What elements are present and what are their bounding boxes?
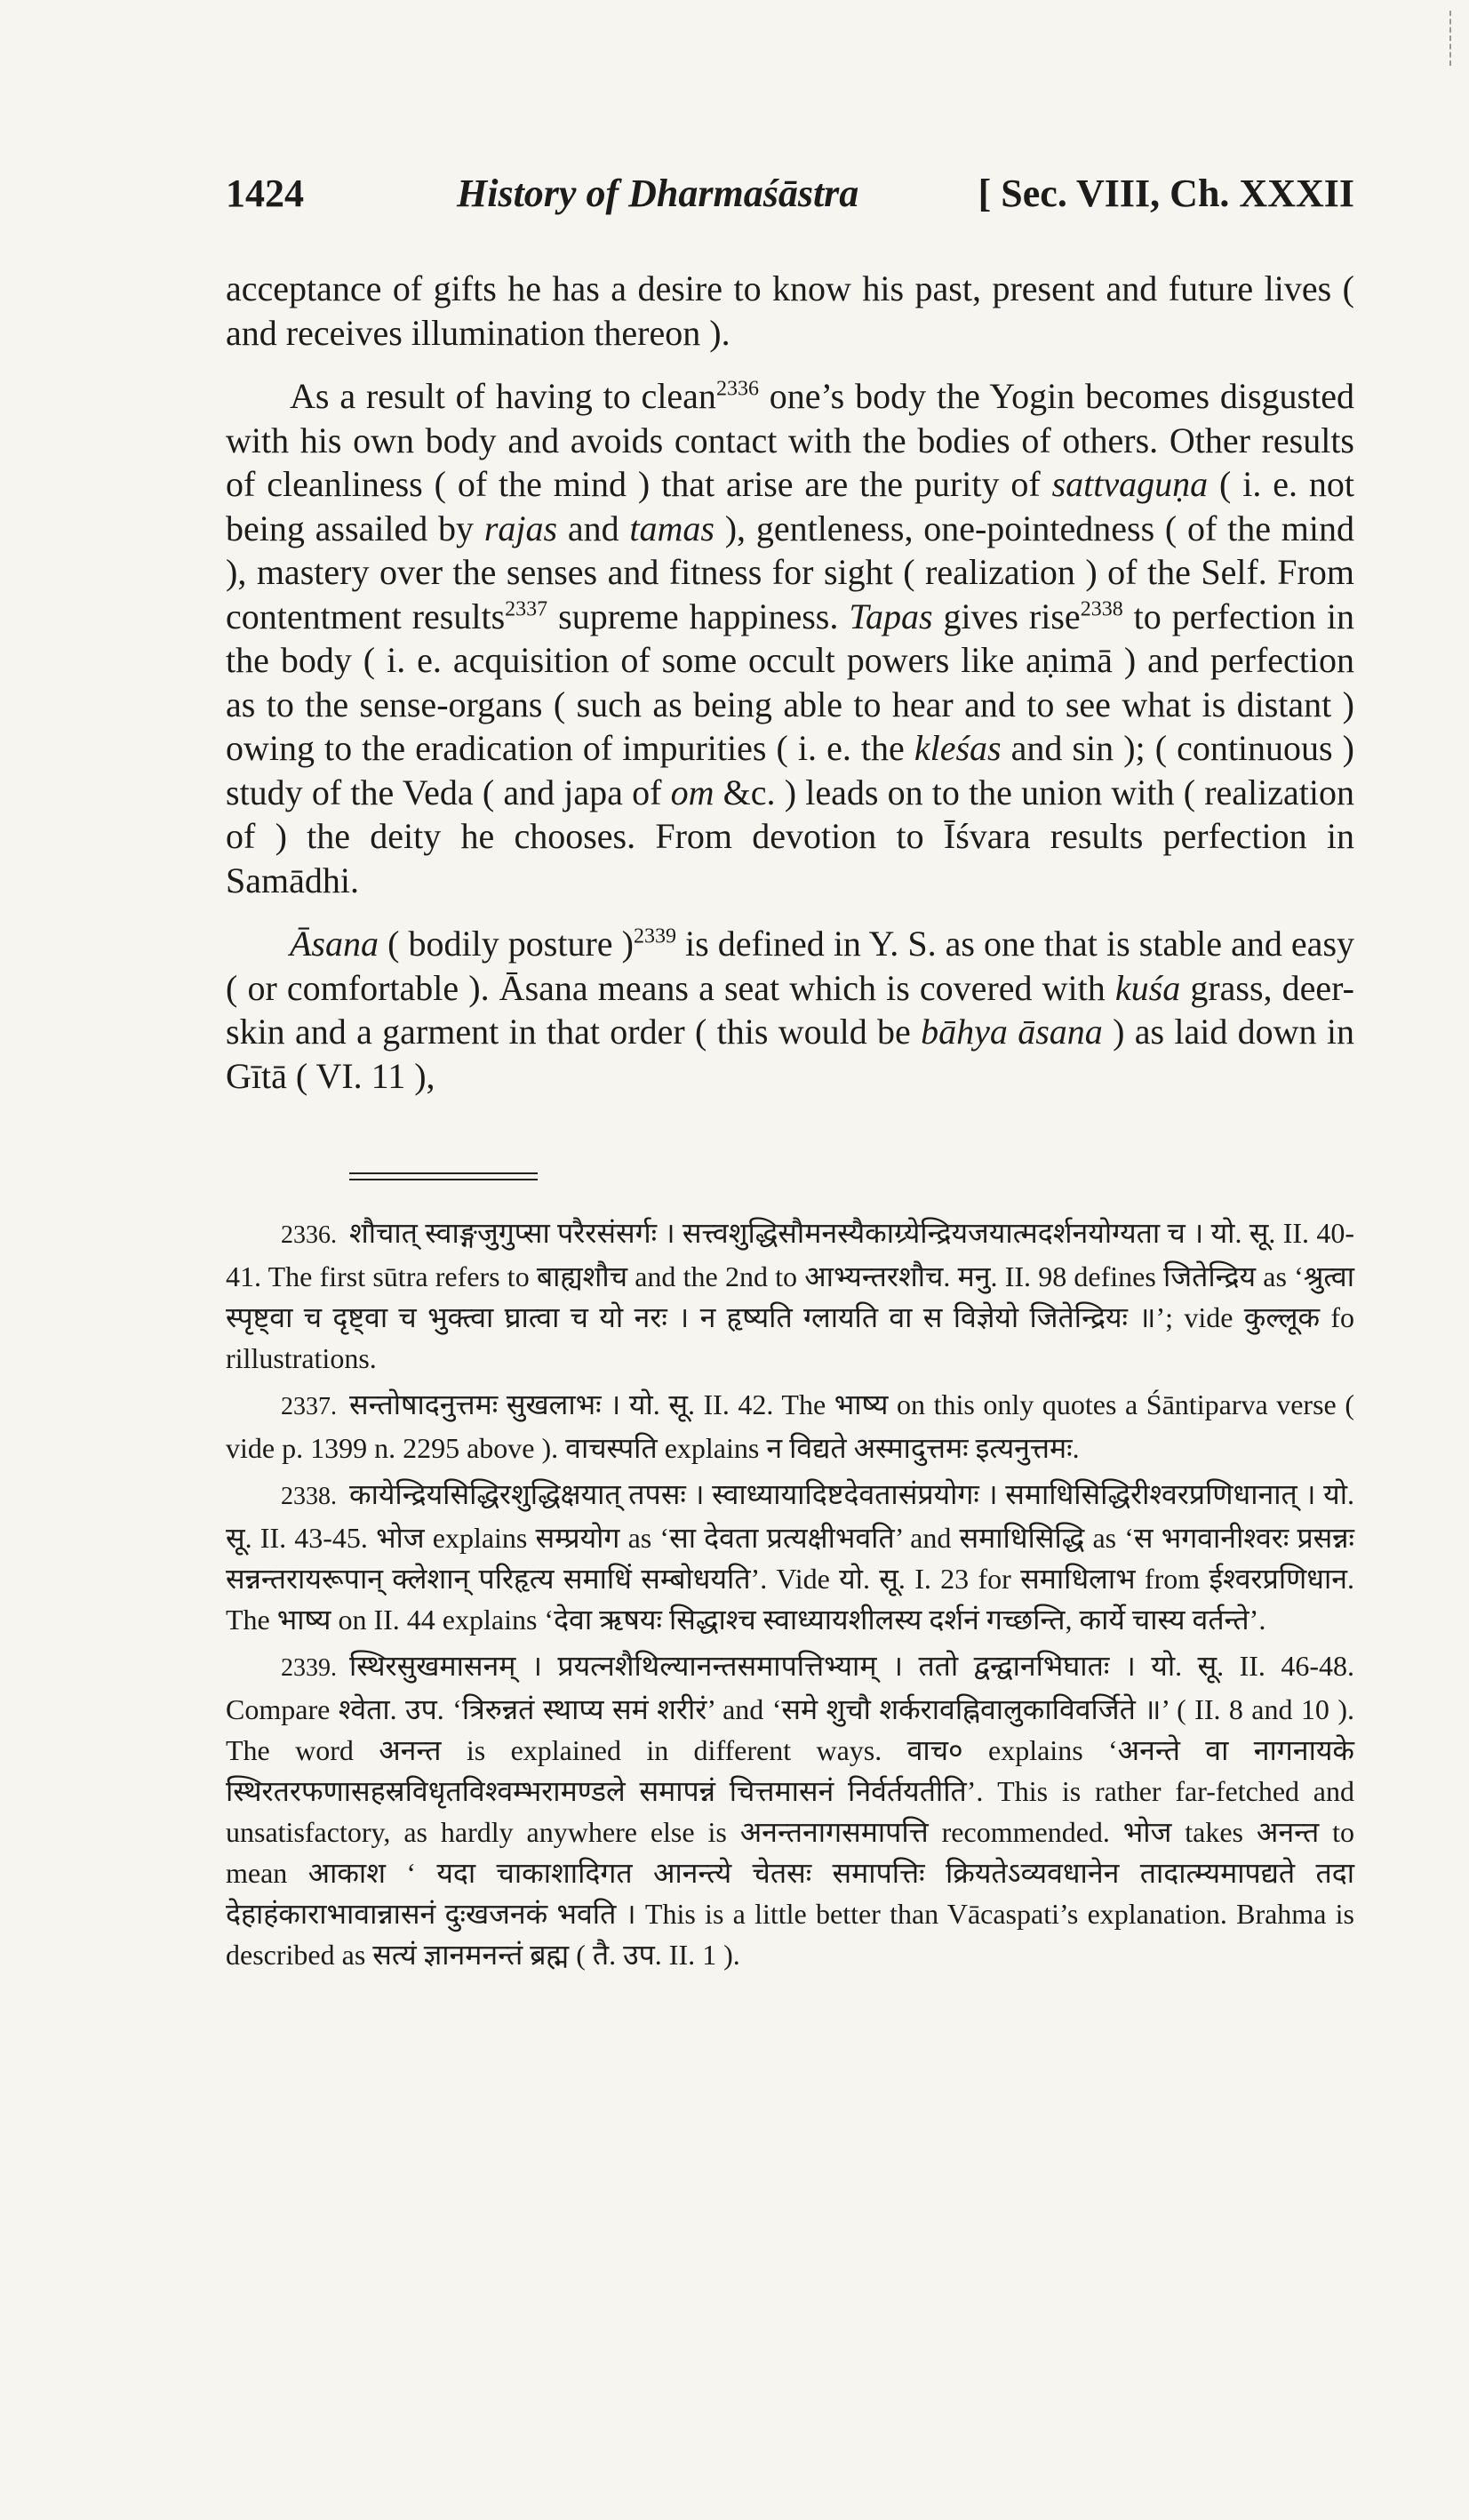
text-run: ( i. e. not being assailed by [226,464,1354,548]
footnote-ref: 2337 [505,597,548,621]
footnote-number: 2337. [281,1393,337,1420]
italic-term: sattvaguṇa [1051,464,1209,504]
paragraph-2 [226,374,1354,902]
italic-term: Tapas [849,596,933,636]
italic-term: tamas [629,508,715,548]
text-run: ), gentleness, one-pointedness ( of the mind ), mastery over the senses and fitness for sight ( realization ) of the Self. From contentment results [226,508,1354,636]
text-run: and sin ); ( continuous ) study of the Veda ( and japa of [226,728,1354,812]
text-run: supreme happiness. [547,596,850,636]
text-run: is defined in Y. S. as one that is stable and easy ( or comfortable ). Āsana means a seat which is covered with [226,924,1355,1008]
text-run: to perfection in the body ( i. e. acquisition of some occult powers like aṇimā ) and perfection as to the sense-organs ( such as being able to hear and to see what is distant ) owing to the eradication of impurities ( i. e. the [226,596,1355,768]
footnote [226,1384,1354,1468]
footnote-ref: 2336 [715,377,759,401]
page-number: 1424 [226,172,304,215]
footnote-text: स्थिरसुखमासनम् । प्रयत्नशैथिल्यानन्तसमापत्तिभ्याम् । ततो द्वन्द्वानभिघातः । यो. सू. II. 46-48. Compare श्वेता. उप. ‘त्रिरुन्नतं स्थाप्य समं शरीरं’ and ‘समे शुचौ शर्करावह्निवालुकाविवर्जिते ॥’ ( II. 8 and 10 ). The word अनन्त is explained in different ways. वाच० explains ‘अनन्ते वा नागनायके स्थिरतरफणासहस्रविधृतविश्वम्भरामण्डले समापन्नं चित्तमासनं निर्वर्तयतीति’. This is rather far-fetched and unsatisfactory, as hardly anywhere else is अनन्तनागसमापत्ति recommended. भोज takes अनन्त to mean आकाश ‘ यदा चाकाशादिगत आनन्त्ये चेतसः समापत्तिः क्रियतेऽव्यवधानेन तादात्म्यमापद्यते तदा देहाहंकाराभावान्नासनं दुःखजनकं भवति । This is a little better than Vācaspati’s explanation. Brahma is described as सत्यं ज्ञानमनन्तं ब्रह्म ( तै. उप. II. 1 ). [226,1650,1354,1971]
paragraph-3 [226,922,1354,1098]
running-title: History of Dharmaśāstra [457,172,859,215]
footnote-number: 2338. [281,1483,337,1510]
footnote-text: सन्तोषादनुत्तमः सुखलाभः । यो. सू. II. 42. The भाष्य on this only quotes a Śāntiparva verse ( vide p. 1399 n. 2295 above ). वाचस्पति explains न विद्यते अस्मादुत्तमः इत्यनुत्तमः. [226,1388,1354,1464]
text-run: grass, deer-skin and a garment in that order ( this would be [226,967,1354,1052]
footnote-text: शौचात् स्वाङ्गजुगुप्सा परैरसंसर्गः । सत्त्वशुद्धिसौमनस्यैकाग्र्येन्द्रियजयात्मदर्शनयोग्यता च । यो. सू. II. 40-41. The first sūtra refers to बाह्यशौच and the 2nd to आभ्यन्तरशौच. मनु. II. 98 defines जितेन्द्रिय as ‘श्रुत्वा स्पृष्ट्वा च दृष्ट्वा च भुक्त्वा घ्रात्वा च यो नरः । न हृष्यति ग्लायति वा स विज्ञेयो जितेन्द्रियः ॥’; vide कुल्लूक fo rillustrations. [226,1217,1354,1374]
footnote [226,1474,1354,1640]
section-chapter: [ Sec. VIII, Ch. XXXII [978,172,1354,215]
footnote-divider [349,1172,538,1180]
text-run: gives rise [932,596,1081,636]
italic-term: bāhya āsana [921,1012,1103,1052]
footnote-ref: 2338 [1080,597,1123,621]
text-run: &c. ) leads on to the union with ( realization of ) the deity he chooses. From devotion to Īśvara results perfection in Samādhi. [226,772,1354,900]
main-text [226,267,1354,1098]
footnote [226,1645,1354,1975]
running-header [226,171,1354,224]
italic-term: kleśas [914,728,1002,768]
italic-term: om [670,772,715,812]
footnote [226,1212,1354,1379]
paragraph-1: acceptance of gifts he has a desire to know his past, present and future lives ( and receives illumination thereon ). [226,268,1354,353]
footnote-ref: 2339 [633,924,676,948]
footnote-number: 2336. [281,1221,337,1249]
footnote-number: 2339. [281,1654,337,1682]
text-run: As a result of having to clean [290,376,716,416]
edge-marks [1449,11,1453,66]
italic-term: Āsana [290,924,379,964]
text-run: ( bodily posture ) [379,924,634,964]
text-run: one’s body the Yogin becomes disgusted with his own body and avoids contact with the bodies of others. Other results of cleanliness ( of the mind ) that arise are the purity of [226,376,1354,504]
footnotes [226,1212,1354,1980]
italic-term: rajas [483,508,558,548]
text-run: ) as laid down in Gītā ( VI. 11 ), [226,1012,1354,1096]
footnote-text: कायेन्द्रियसिद्धिरशुद्धिक्षयात् तपसः । स्वाध्यायादिष्टदेवतासंप्रयोगः । समाधिसिद्धिरीश्वरप्रणिधानात् । यो. सू. II. 43-45. भोज explains सम्प्रयोग as ‘सा देवता प्रत्यक्षीभवति’ and समाधिसिद्धि as ‘स भगवानीश्वरः प्रसन्नः सन्नन्तरायरूपान् क्लेशान् परिहृत्य समाधिं सम्बोधयति’. Vide यो. सू. I. 23 for समाधिलाभ from ईश्वरप्रणिधान. The भाष्य on II. 44 explains ‘देवा ऋषयः सिद्धाश्च स्वाध्यायशीलस्य दर्शनं गच्छन्ति, कार्ये चास्य वर्तन्ते’. [226,1478,1354,1636]
italic-term: kuśa [1114,967,1181,1008]
text-run: and [557,508,630,548]
